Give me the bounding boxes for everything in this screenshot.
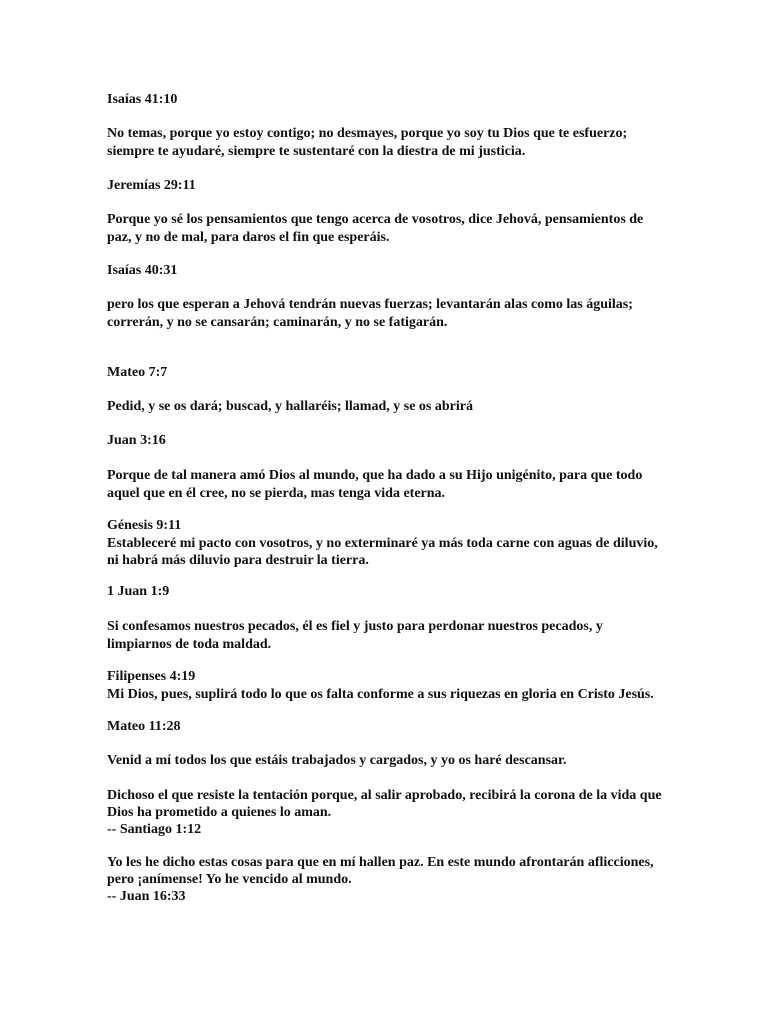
quote-attribution: -- Santiago 1:12 xyxy=(107,822,202,837)
heading-isaias-40-31: Isaías 40:31 xyxy=(107,263,178,278)
heading-mateo-7-7: Mateo 7:7 xyxy=(107,365,168,380)
quote-line: Dichoso el que resiste la tentación porque, al salir aprobado, recibirá la corona de la vida que xyxy=(107,788,662,803)
verse-line: Pedid, y se os dará; buscad, y hallaréis; llamad, y se os abrirá xyxy=(107,399,473,414)
heading-1-juan-1-9: 1 Juan 1:9 xyxy=(107,584,170,599)
verse-line: pero los que esperan a Jehová tendrán nuevas fuerzas; levantarán alas como las águilas; xyxy=(107,297,633,312)
verse-line: Mi Dios, pues, suplirá todo lo que os falta conforme a sus riquezas en gloria en Cristo Jesús. xyxy=(107,687,654,702)
quote-line: pero ¡anímense! Yo he vencido al mundo. xyxy=(107,872,352,887)
verse-line: siempre te ayudaré, siempre te sustentaré con la diestra de mi justicia. xyxy=(107,144,526,159)
heading-mateo-11-28: Mateo 11:28 xyxy=(107,719,181,734)
verse-line: paz, y no de mal, para daros el fin que esperáis. xyxy=(107,230,390,245)
heading-jeremias-29-11: Jeremías 29:11 xyxy=(107,178,196,193)
quote-line: Dios ha prometido a quienes lo aman. xyxy=(107,805,332,820)
heading-isaias-41-10: Isaías 41:10 xyxy=(107,92,178,107)
verse-line: ni habrá más diluvio para destruir la tierra. xyxy=(107,553,369,568)
quote-attribution: -- Juan 16:33 xyxy=(107,889,186,904)
heading-filipenses-4-19: Filipenses 4:19 xyxy=(107,669,196,684)
heading-juan-3-16: Juan 3:16 xyxy=(107,433,166,448)
verse-line: No temas, porque yo estoy contigo; no desmayes, porque yo soy tu Dios que te esfuerzo; xyxy=(107,126,628,141)
verse-line: Estableceré mi pacto con vosotros, y no exterminaré ya más toda carne con aguas de diluvio, xyxy=(107,536,658,551)
heading-genesis-9-11: Génesis 9:11 xyxy=(107,518,182,533)
quote-line: Yo les he dicho estas cosas para que en mí hallen paz. En este mundo afrontarán aflicciones, xyxy=(107,855,654,870)
verse-line: Porque yo sé los pensamientos que tengo acerca de vosotros, dice Jehová, pensamientos de xyxy=(107,212,644,227)
verse-line: Venid a mí todos los que estáis trabajados y cargados, y yo os haré descansar. xyxy=(107,753,567,768)
verse-line: correrán, y no se cansarán; caminarán, y no se fatigarán. xyxy=(107,315,448,330)
verse-line: aquel que en él cree, no se pierda, mas tenga vida eterna. xyxy=(107,486,446,501)
verse-line: Porque de tal manera amó Dios al mundo, que ha dado a su Hijo unigénito, para que todo xyxy=(107,468,643,483)
verse-line: Si confesamos nuestros pecados, él es fiel y justo para perdonar nuestros pecados, y xyxy=(107,619,603,634)
verse-line: limpiarnos de toda maldad. xyxy=(107,637,272,652)
